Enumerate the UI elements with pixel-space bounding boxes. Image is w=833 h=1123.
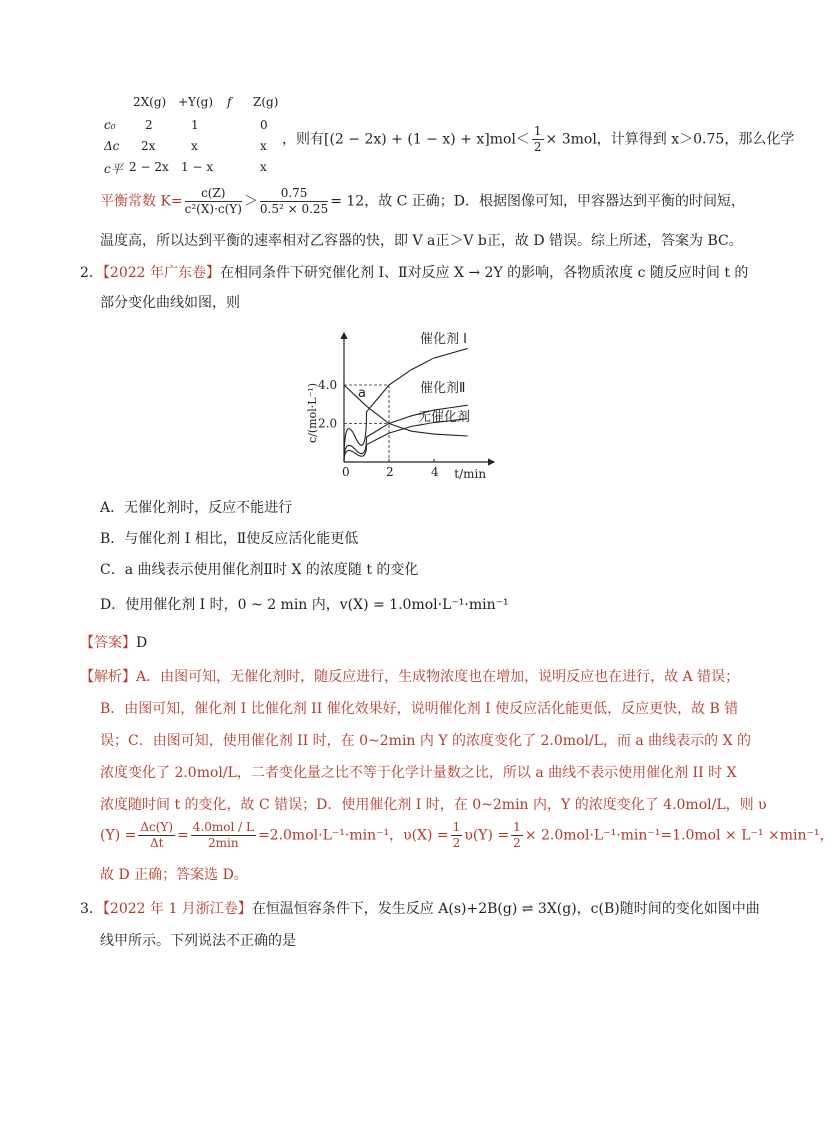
fraction: $\frac{\text{4.0mol / L}}{2\min}$ [192,820,254,850]
ice-cell: x [260,139,267,153]
ice-cell: x [191,139,198,153]
fraction: $\frac{c(Z)}{\text{c²(X)·c(Y)}}$ [184,186,242,216]
q2-option-d: D．使用催化剂 I 时，0 ~ 2 min 内，v(X) = 1.0mol·L⁻¹·min⁻¹ [100,597,509,613]
q2-analysis-line: B．由图可知，催化剂 I 比催化剂 II 催化效果好，说明催化剂 I 使反应活化能更低，反应更快，故 B 错 [100,701,739,717]
ice-header-f: f [227,95,232,109]
series-line-催化剂 I [344,348,471,462]
ice-header-x: 2X(g) [133,95,167,109]
y-tick-label: 4.0 [318,378,338,392]
ice-cell: 0 [260,118,268,132]
ice-cell: 2 − 2x [129,160,169,174]
ice-cell: 2x [141,139,156,153]
x-tick-label: 0 [342,465,350,479]
q2-analysis-line: 【解析】A．由图可知，无催化剂时，随反应进行，生成物浓度也在增加，说明反应也在进行，故 A 错误； [80,669,740,685]
ice-row-label: c平 [104,162,123,176]
q2-analysis-line: 误；C．由图可知，使用催化剂 II 时，在 0~2min 内 Y 的浓度变化了 2.0mol/L，而 a 曲线表示的 X 的 [100,733,752,749]
q2-analysis-end: 故 D 正确；答案选 D。 [100,867,248,883]
previous-answer-tail: 温度高，所以达到平衡的速率相对乙容器的快，即 V a正＞V b正，故 D 错误。综上所述，答案为 BC。 [100,233,743,249]
fraction: $\frac{1}{2}$ [452,820,461,850]
ice-row-label: c₀ [104,118,116,132]
q2-rate-calculation: (Y) = $\frac{\Delta c(Y)}{\Delta t}$ = $\frac{\text{4.0mol / L}}{2\min}$ =2.0mol·L⁻¹·min⁻¹，υ(X) = $\frac{1}{2}$ υ(Y) = $\frac{1}{2}$ × 2.0mol·L⁻¹·min⁻¹=1.0mol × L⁻¹ ×min⁻¹， [100,820,833,850]
q3-stem-line2: 线甲所示。下列说法不正确的是 [100,933,296,949]
q2-answer: 【答案】D [80,635,148,651]
series-label: 催化剂 I [420,332,467,347]
ice-cell: 1 [191,118,199,132]
x-tick-label: 4 [431,465,439,479]
q2-analysis-line: 浓度变化了 2.0mol/L，二者变化量之比不等于化学计量数之比，所以 a 曲线不表示使用催化剂 II 时 X [100,765,737,781]
series-label: 催化剂Ⅱ [420,381,466,396]
equilibrium-constant-line: 平衡常数 K= $\frac{c(Z)}{\text{c²(X)·c(Y)}}$ ＞ $\frac{0.75}{\text{0.5² × 0.25}}$ = 12，故 C 正确；D．根据图像可知，甲容器达到平衡的时间短， [100,186,746,216]
ice-side-text: ，则有[(2 − 2x) + (1 − x) + x]mol＜ $\frac{1}{2}$ × 3mol，计算得到 x＞0.75，那么化学 [282,124,795,154]
ice-header-z: Z(g) [253,95,279,109]
fraction: $\frac{\Delta c(Y)}{\Delta t}$ [140,820,174,850]
q3-stem-line1: 3．【2022 年 1 月浙江卷】在恒温恒容条件下，发生反应 A(s)+2B(g) ⇌ 3X(g)，c(B)随时间的变化如图中曲 [80,901,760,917]
fraction: $\frac{1}{2}$ [533,124,542,154]
q2-analysis-line: 浓度随时间 t 的变化，故 C 错误；D．使用催化剂 I 时，在 0~2min 内，Y 的浓度变化了 4.0mol/L，则 υ [100,797,767,813]
concentration-time-chart [300,325,500,480]
ice-cell: 1 − x [181,160,214,174]
x-axis-label: t/min [454,467,487,481]
ice-cell: 2 [145,118,153,132]
fraction: $\frac{1}{2}$ [513,820,521,850]
fraction: $\frac{0.75}{\text{0.5² × 0.25}}$ [259,186,329,216]
q2-stem-line1: 2．【2022 年广东卷】在相同条件下研究催化剂 I、Ⅱ对反应 X → 2Y 的影响，各物质浓度 c 随反应时间 t 的 [80,265,749,281]
y-axis-label: c/(mol·L⁻¹) [306,382,319,443]
series-label: a [358,386,366,401]
q2-option-a: A．无催化剂时，反应不能进行 [100,500,293,516]
ice-cell: x [260,160,267,174]
q2-stem-line2: 部分变化曲线如图，则 [100,295,240,311]
series-label: 无催化剂 [418,410,471,425]
ice-header-y: +Y(g) [178,95,214,109]
ice-row-label: Δc [104,139,120,153]
q2-option-b: B．与催化剂 I 相比，Ⅱ使反应活化能更低 [100,531,359,547]
y-tick-label: 2.0 [318,416,338,431]
q2-option-c: C．a 曲线表示使用催化剂Ⅱ时 X 的浓度随 t 的变化 [100,562,419,578]
series-line-无催化剂 [344,419,468,462]
x-tick-label: 2 [386,465,394,479]
